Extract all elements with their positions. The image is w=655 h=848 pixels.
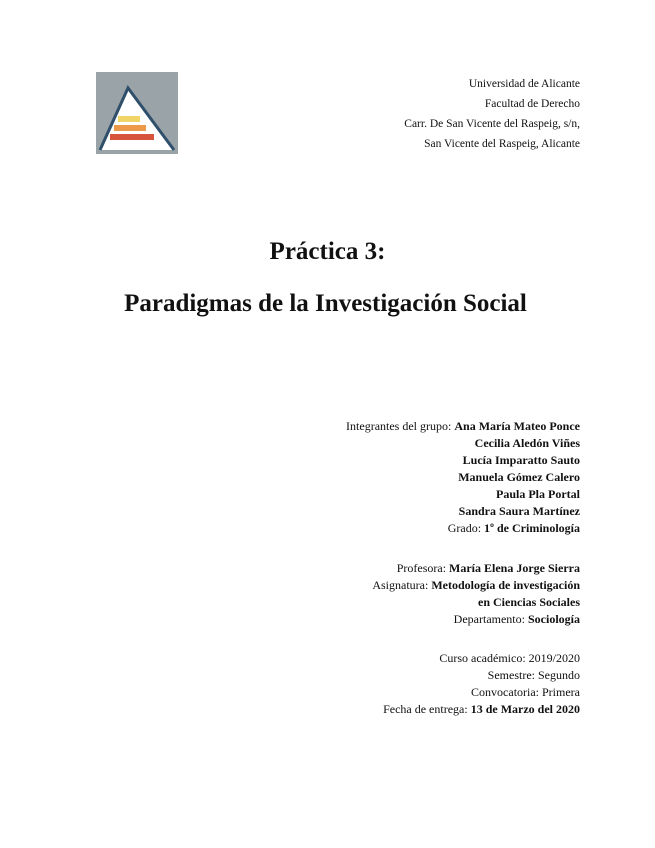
grade-line bbox=[346, 520, 580, 537]
department-label: Departamento: bbox=[453, 612, 528, 626]
subject-label: Asignatura: bbox=[372, 578, 432, 592]
city-address: San Vicente del Raspeig, Alicante bbox=[424, 138, 580, 150]
address-block bbox=[404, 74, 580, 154]
member-name: Sandra Saura Martínez bbox=[458, 504, 580, 518]
university-name: Universidad de Alicante bbox=[468, 78, 580, 90]
street-address: Carr. De San Vicente del Raspeig, s/n, bbox=[404, 118, 580, 130]
grade-label: Grado: bbox=[447, 521, 485, 535]
dates-block bbox=[383, 650, 580, 718]
member-line-2 bbox=[346, 435, 580, 452]
university-logo bbox=[96, 72, 178, 154]
member-name: Paula Pla Portal bbox=[496, 487, 580, 501]
member-line-1 bbox=[346, 418, 580, 435]
call: Convocatoria: Primera bbox=[471, 685, 580, 699]
document-title: Práctica 3: bbox=[269, 238, 386, 265]
member-line-5 bbox=[346, 486, 580, 503]
department-name: Sociología bbox=[527, 612, 580, 626]
faculty-name: Facultad de Derecho bbox=[484, 98, 580, 110]
grade-value: 1º de Criminología bbox=[484, 521, 580, 535]
member-name: Ana María Mateo Ponce bbox=[454, 419, 580, 433]
professor-line bbox=[372, 560, 580, 577]
course-info-block bbox=[372, 560, 580, 628]
group-members-block bbox=[346, 418, 580, 537]
member-name: Manuela Gómez Calero bbox=[458, 470, 580, 484]
semester: Semestre: Segundo bbox=[487, 668, 580, 682]
document-subtitle: Paradigmas de la Investigación Social bbox=[124, 290, 527, 317]
logo-stripe-orange bbox=[114, 125, 146, 131]
member-name: Cecilia Aledón Viñes bbox=[474, 436, 580, 450]
member-name: Lucía Imparatto Sauto bbox=[462, 453, 580, 467]
subject-name-continued: en Ciencias Sociales bbox=[478, 595, 580, 609]
professor-label: Profesora: bbox=[396, 561, 450, 575]
member-line-3 bbox=[346, 452, 580, 469]
due-date-value: 13 de Marzo del 2020 bbox=[470, 702, 580, 716]
department-line bbox=[372, 611, 580, 628]
academic-year: Curso académico: 2019/2020 bbox=[439, 651, 580, 665]
subject-line-2 bbox=[372, 594, 580, 611]
member-line-6 bbox=[346, 503, 580, 520]
subject-line bbox=[372, 577, 580, 594]
group-label: Integrantes del grupo: bbox=[346, 419, 455, 433]
member-line-4 bbox=[346, 469, 580, 486]
due-date-label: Fecha de entrega: bbox=[383, 702, 471, 716]
subject-name: Metodología de investigación bbox=[431, 578, 580, 592]
logo-stripe-red bbox=[110, 134, 154, 140]
professor-name: María Elena Jorge Sierra bbox=[449, 561, 580, 575]
due-date-line bbox=[383, 701, 580, 718]
logo-stripe-yellow bbox=[118, 116, 140, 122]
